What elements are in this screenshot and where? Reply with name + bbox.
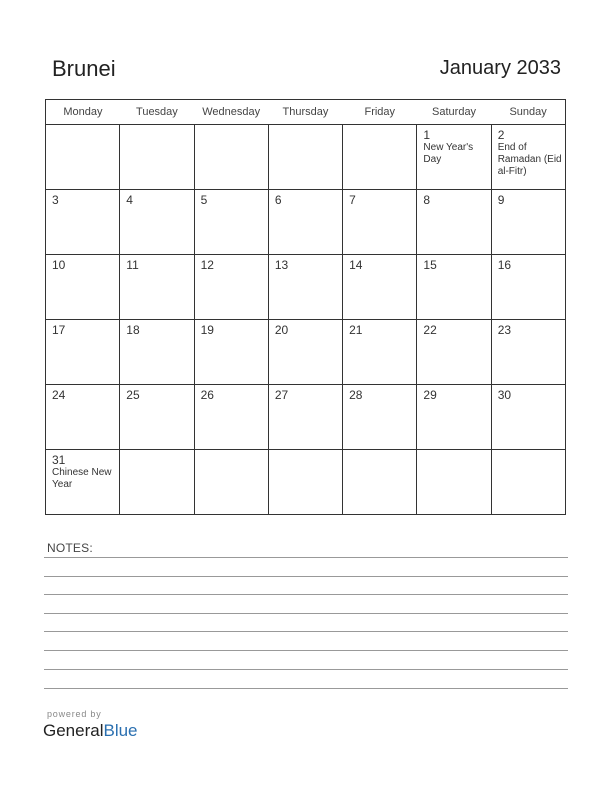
day-cell [343, 190, 417, 255]
brand-general: General [43, 721, 104, 740]
day-cell [417, 190, 491, 255]
day-number: 16 [497, 258, 512, 272]
day-cell [46, 450, 120, 515]
note-line [44, 557, 568, 558]
day-cell [343, 450, 417, 515]
day-number: 3 [52, 193, 59, 207]
weekday-wednesday: Wednesday [194, 100, 268, 125]
day-number: 11 [126, 258, 139, 272]
day-cell [417, 385, 491, 450]
day-number: 20 [274, 323, 289, 337]
day-number: 5 [200, 193, 208, 207]
day-cell [268, 320, 342, 385]
day-number: 24 [52, 388, 66, 402]
week-row [46, 255, 566, 320]
day-number: 30 [497, 388, 512, 402]
day-number: 12 [200, 258, 214, 272]
day-number: 18 [126, 323, 140, 337]
day-cell [417, 320, 491, 385]
day-cell [491, 385, 565, 450]
calendar-grid [45, 99, 566, 515]
note-line [44, 669, 568, 670]
week-row [46, 320, 566, 385]
day-number: 27 [274, 388, 289, 402]
day-cell [491, 320, 565, 385]
day-number: 23 [497, 323, 512, 337]
weekday-sunday: Sunday [491, 100, 565, 125]
day-number: 9 [497, 193, 505, 207]
day-cell [491, 125, 565, 190]
day-cell [417, 125, 491, 190]
day-cell [120, 450, 194, 515]
day-number: 15 [423, 258, 437, 272]
day-number: 21 [349, 323, 363, 337]
day-cell [194, 190, 268, 255]
holiday-label: End of Ramadan (Eid al-Fitr) [497, 142, 562, 177]
day-number: 7 [349, 193, 356, 207]
day-number: 22 [423, 323, 437, 337]
day-number: 29 [423, 388, 437, 402]
day-cell [120, 255, 194, 320]
day-cell [194, 255, 268, 320]
brand-blue: Blue [103, 721, 138, 740]
day-cell [268, 190, 342, 255]
weekday-tuesday: Tuesday [120, 100, 194, 125]
week-row [46, 125, 566, 190]
day-number: 17 [52, 323, 66, 337]
day-cell [46, 190, 120, 255]
day-number: 2 [497, 128, 505, 142]
day-cell [417, 450, 491, 515]
day-cell [343, 255, 417, 320]
day-cell [46, 320, 120, 385]
weekday-friday: Friday [343, 100, 417, 125]
note-line [44, 631, 568, 632]
day-cell [268, 125, 342, 190]
day-cell [120, 320, 194, 385]
day-cell [194, 385, 268, 450]
day-cell [46, 125, 120, 190]
week-row [46, 450, 566, 515]
weekday-monday: Monday [46, 100, 120, 125]
day-cell [46, 255, 120, 320]
day-cell [417, 255, 491, 320]
day-cell [343, 125, 417, 190]
holiday-label: New Year's Day [423, 142, 474, 165]
day-cell [120, 385, 194, 450]
day-cell [343, 385, 417, 450]
country-title: Brunei [52, 56, 116, 81]
weekday-saturday: Saturday [417, 100, 491, 125]
week-row [46, 190, 566, 255]
day-cell [343, 320, 417, 385]
day-cell [268, 450, 342, 515]
note-line [44, 576, 568, 577]
day-number: 8 [423, 193, 431, 207]
day-number: 25 [126, 388, 140, 402]
day-cell [268, 255, 342, 320]
day-cell [120, 190, 194, 255]
holiday-label: Chinese New Year [52, 467, 112, 490]
day-cell [120, 125, 194, 190]
powered-by-text: powered by [47, 709, 102, 719]
day-number: 13 [274, 258, 289, 272]
day-cell [491, 255, 565, 320]
day-cell [194, 125, 268, 190]
weekday-thursday: Thursday [268, 100, 342, 125]
day-number: 1 [423, 128, 431, 142]
day-cell [194, 320, 268, 385]
notes-label: NOTES: [47, 541, 93, 555]
note-line [44, 650, 568, 651]
day-number: 4 [126, 193, 133, 207]
note-line [44, 594, 568, 595]
day-number: 28 [349, 388, 363, 402]
brand-logo[interactable] [43, 721, 138, 741]
day-number: 31 [52, 453, 66, 467]
day-number: 14 [349, 258, 363, 272]
note-line [44, 613, 568, 614]
day-cell [46, 385, 120, 450]
day-number: 26 [200, 388, 214, 402]
day-cell [268, 385, 342, 450]
week-row [46, 385, 566, 450]
weekday-header-row [46, 100, 566, 125]
day-cell [491, 190, 565, 255]
note-line [44, 688, 568, 689]
day-number: 19 [200, 323, 214, 337]
day-number: 10 [52, 258, 66, 272]
day-number: 6 [274, 193, 282, 207]
day-cell [194, 450, 268, 515]
month-title: January 2033 [439, 57, 561, 79]
day-cell [491, 450, 565, 515]
